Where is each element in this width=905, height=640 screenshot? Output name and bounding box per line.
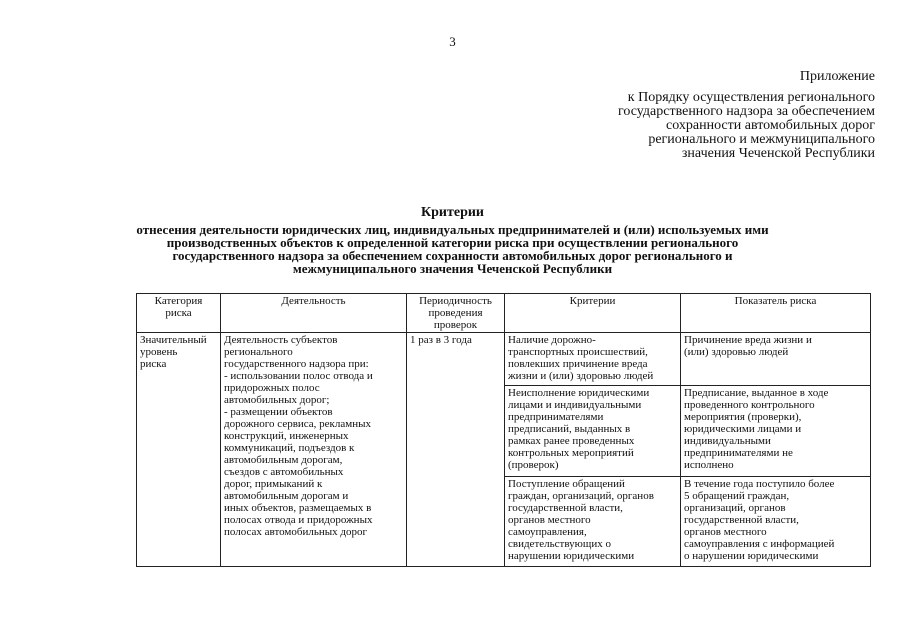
cell-criteria: Наличие дорожно- транспортных происшествий, повлекших причинение вреда жизни и (или) здоровью людей	[505, 333, 681, 386]
cell-indicator: Предписание, выданное в ходе проведенного контрольного мероприятия (проверки), юридическими лицами и индивидуальными предпринимателями не исполнено	[681, 386, 871, 476]
cell-indicator: В течение года поступило более 5 обращений граждан, организаций, органов государственной власти, органов местного самоуправления с информацией о нарушении юридическими	[681, 476, 871, 567]
table-row	[137, 333, 871, 386]
cell-criteria: Поступление обращений граждан, организаций, органов государственной власти, органов местного самоуправления, свидетельствующих о нарушении юридическими	[505, 476, 681, 567]
document-title: Критерии	[420, 205, 484, 220]
subtitle-line: производственных объектов к определенной категории риска при осуществлении регионального	[166, 235, 739, 250]
appendix-line: государственного надзора за обеспечением	[618, 104, 875, 119]
appendix-line: к Порядку осуществления регионального	[627, 90, 875, 105]
table-header-row	[137, 294, 871, 333]
cell-indicator: Причинение вреда жизни и (или) здоровью людей	[681, 333, 871, 386]
subtitle-line: государственного надзора за обеспечением сохранности автомобильных дорог регионального и	[172, 248, 733, 263]
subtitle-line: межмуниципального значения Чеченской Республики	[292, 261, 613, 276]
appendix-title: Приложение	[799, 69, 875, 84]
page-number: 3	[449, 34, 456, 49]
cell-category: Значительный уровень риска	[137, 333, 221, 567]
criteria-table	[136, 293, 871, 567]
appendix-line: регионального и межмуниципального	[648, 132, 875, 147]
header-indicator: Показатель риска	[681, 294, 871, 333]
header-periodicity: Периодичность проведения проверок	[407, 294, 505, 333]
subtitle-line: отнесения деятельности юридических лиц, индивидуальных предпринимателей и (или) используемых ими	[136, 222, 769, 237]
header-category: Категория риска	[137, 294, 221, 333]
cell-activity: Деятельность субъектов регионального государственного надзора при: - использовании полос отвода и придорожных полос автомобильных дорог; - размещении объектов дорожного сервиса, рекламных конструкций, инженерных коммуникаций, подъездов к автомобильным дорогам, съездов с автомобильных дорог, примыканий к автомобильным дорогам и иных объектов, размещаемых в полосах отвода и придорожных полосах автомобильных дорог	[221, 333, 407, 567]
document-subtitle	[60, 223, 845, 275]
appendix-block	[575, 70, 875, 161]
appendix-line: значения Чеченской Республики	[681, 146, 875, 161]
appendix-line: сохранности автомобильных дорог	[666, 118, 875, 133]
cell-periodicity: 1 раз в 3 года	[407, 333, 505, 567]
header-activity: Деятельность	[221, 294, 407, 333]
cell-criteria: Неисполнение юридическими лицами и индивидуальными предпринимателями предписаний, выданных в рамках ранее проведенных контрольных мероприятий (проверок)	[505, 386, 681, 476]
header-criteria: Критерии	[505, 294, 681, 333]
